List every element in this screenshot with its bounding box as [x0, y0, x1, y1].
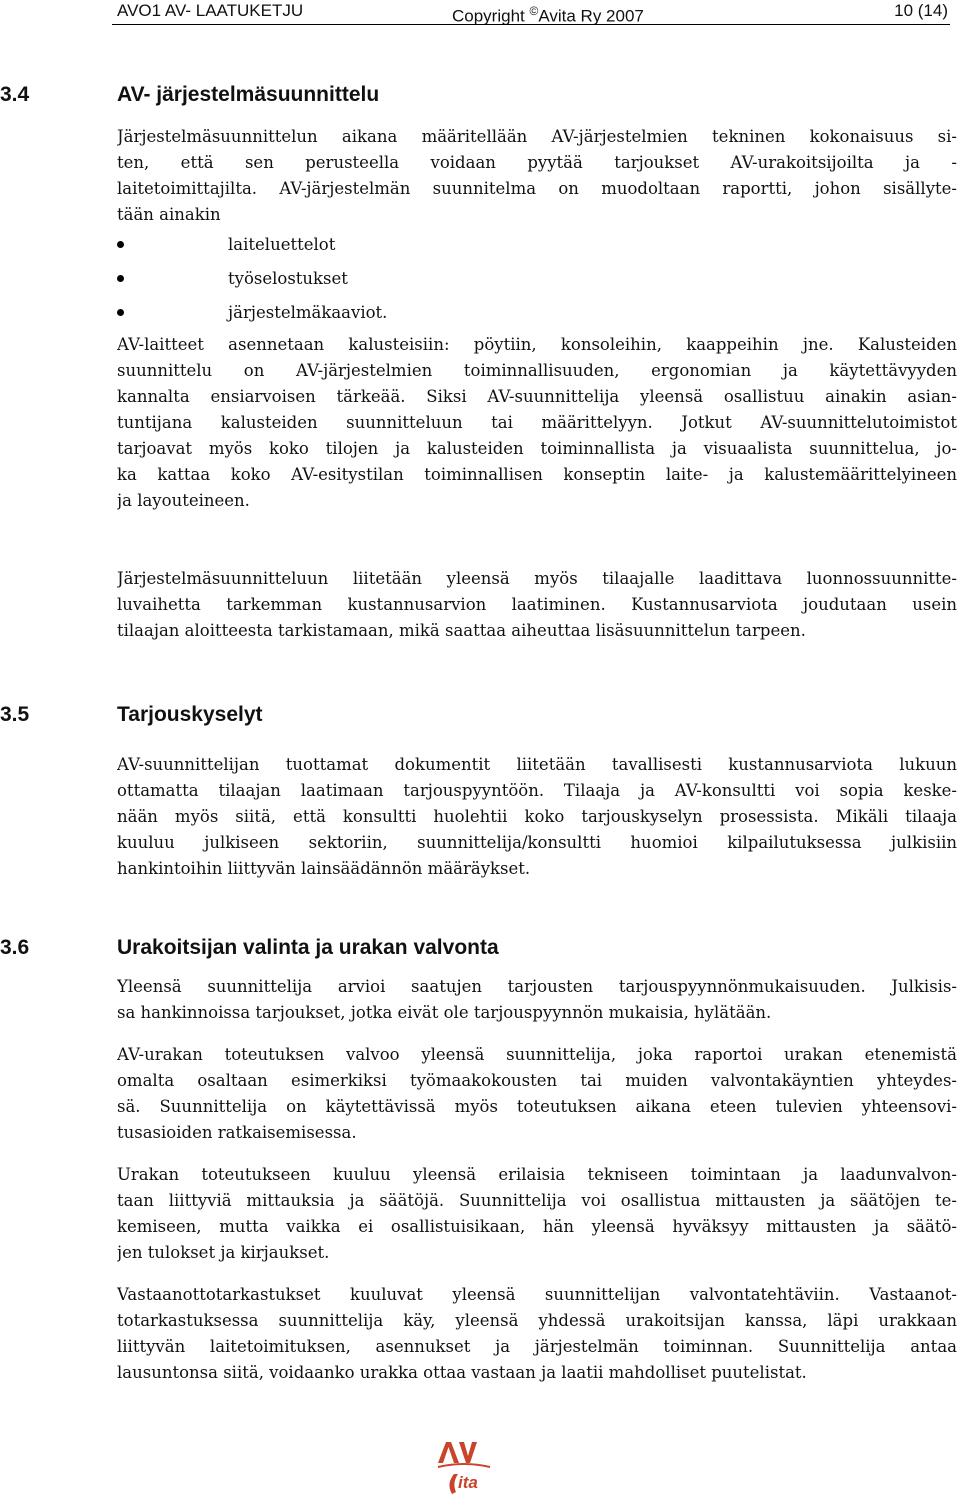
logo-letter-v: [459, 1442, 477, 1463]
list-item: [117, 232, 717, 266]
s34-paragraph-2: [117, 332, 957, 514]
text-line: kuuluu julkiseen sektoriin, suunnittelija/konsultti huomioi kilpailutuksessa julkisiin: [117, 833, 957, 852]
section-title: AV- järjestelmäsuunnittelu: [117, 83, 380, 106]
text-line: hankintoihin liittyvän lainsäädännön määräykset.: [117, 859, 531, 878]
list-item-label: laiteluettelot: [228, 235, 336, 254]
text-line: ottamatta tilaajan laatimaan tarjouspyyntöön. Tilaaja ja AV-konsultti voi sopia keske-: [117, 781, 957, 800]
text-line: kemiseen, mutta vaikka ei osallistuisikaan, hän yleensä hyväksyy mittausten ja säätö-: [117, 1217, 957, 1236]
page-header: [117, 0, 948, 26]
text-line: Yleensä suunnittelija arvioi saatujen tarjousten tarjouspyynnönmukaisuuden. Julkisis-: [117, 977, 957, 996]
text-line: omalta osaltaan esimerkiksi työmaakokousten tai muiden valvontakäyntien yhteydes-: [117, 1071, 957, 1090]
list-item-label: järjestelmäkaaviot.: [228, 303, 388, 322]
bullet-icon: [117, 275, 124, 282]
text-line: sa hankinnoissa tarjoukset, jotka eivät ole tarjouspyynnön mukaisia, hylätään.: [117, 1003, 772, 1022]
header-copyright-text: Avita Ry 2007: [538, 6, 644, 26]
text-line: lausuntonsa siitä, voidaanko urakka ottaa vastaan ja laatii mahdolliset puutelistat.: [117, 1363, 807, 1382]
text-line: luvaihetta tarkemman kustannusarvion laatiminen. Kustannusarviota joudutaan usein: [117, 595, 957, 614]
text-line: tilaajan aloitteesta tarkistamaan, mikä saattaa aiheuttaa lisäsuunnittelun tarpeen.: [117, 621, 806, 640]
text-line: ja layouteineen.: [117, 491, 250, 510]
text-line: tuntijana kalusteiden suunnitteluun tai määrittelyyn. Jotkut AV-suunnittelutoimistot: [117, 413, 957, 432]
text-line: AV-suunnittelijan tuottamat dokumentit liitetään tavallisesti kustannusarviota lukuun: [117, 755, 957, 774]
header-doc-id: AVO1 AV- LAATUKETJU: [117, 1, 304, 20]
text-line: Urakan toteutukseen kuuluu yleensä erilaisia tekniseen toimintaan ja laadunvalvon-: [117, 1165, 957, 1184]
section-number: 3.5: [0, 703, 30, 726]
logo-swoosh: [438, 1464, 490, 1467]
header-rule: [112, 24, 950, 25]
text-line: Järjestelmäsuunnittelun aikana määritellään AV-järjestelmien tekninen kokonaisuus si-: [117, 127, 957, 146]
copyright-symbol: ©: [529, 4, 539, 18]
section-number: 3.6: [0, 936, 30, 959]
text-line: sä. Suunnittelija on käytettävissä myös toteutuksen aikana eteen tulevien yhteensovi-: [117, 1097, 957, 1116]
text-line: tusasioiden ratkaisemisessa.: [117, 1123, 357, 1142]
text-line: Vastaanottotarkastukset kuuluvat yleensä suunnittelijan valvontatehtäviin. Vastaanot-: [117, 1285, 957, 1304]
text-line: AV-urakan toteutuksen valvoo yleensä suunnittelija, joka raportoi urakan etenemistä: [117, 1045, 957, 1064]
text-line: jen tulokset ja kirjaukset.: [117, 1243, 330, 1262]
section-title: Urakoitsijan valinta ja urakan valvonta: [117, 936, 499, 959]
list-item: [117, 300, 717, 334]
text-line: laitetoimittajilta. AV-järjestelmän suunnitelma on muodoltaan raportti, johon sisällyte-: [117, 179, 957, 198]
text-line: kannalta ensiarvoisen tärkeää. Siksi AV-suunnittelija yleensä osallistuu ainakin asian-: [117, 387, 957, 406]
list-item: [117, 266, 717, 300]
text-line: ka kattaa koko AV-esitystilan toiminnallisen konseptin laite- ja kalustemäärittelyineen: [117, 465, 957, 484]
s36-paragraph-1: [117, 974, 957, 1026]
avita-logo-icon: [432, 1436, 496, 1496]
section-title: Tarjouskyselyt: [117, 703, 263, 726]
s36-paragraph-4: [117, 1282, 957, 1386]
s34-paragraph-3: [117, 566, 957, 644]
header-page-number: 10 (14): [894, 1, 948, 20]
section-number: 3.4: [0, 83, 30, 106]
text-line: totarkastuksessa suunnittelija käy, yleensä yhdessä urakoitsijan kanssa, läpi urakkaan: [117, 1311, 957, 1330]
bullet-icon: [117, 241, 124, 248]
text-line: tään ainakin: [117, 205, 221, 224]
logo-letter-a: [438, 1442, 459, 1463]
text-line: AV-laitteet asennetaan kalusteisiin: pöytiin, konsoleihin, kaappeihin jne. Kalusteiden: [117, 335, 957, 354]
header-copyright-prefix: Copyright: [452, 6, 530, 26]
logo-swoosh-tail: [449, 1474, 458, 1494]
list-item-label: työselostukset: [228, 269, 348, 288]
bullet-list: [117, 232, 717, 334]
s36-paragraph-2: [117, 1042, 957, 1146]
s34-paragraph-1: [117, 124, 957, 228]
s35-paragraph-1: [117, 752, 957, 882]
text-line: liittyvän laitetoimituksen, asennukset ja järjestelmän toiminnan. Suunnittelija antaa: [117, 1337, 957, 1356]
text-line: tarjoavat myös koko tilojen ja kalusteiden toiminnallista ja visuaalista suunnittelua, jo-: [117, 439, 957, 458]
text-line: Järjestelmäsuunnitteluun liitetään yleensä myös tilaajalle laadittava luonnossuunnitte-: [117, 569, 957, 588]
text-line: taan liittyviä mittauksia ja säätöjä. Suunnittelija voi osallistua mittausten ja säätöjen te-: [117, 1191, 957, 1210]
text-line: nään myös siitä, että konsultti huolehtii koko tarjouskyselyn prosessista. Mikäli tilaaja: [117, 807, 957, 826]
logo-text-ita: ita: [458, 1473, 478, 1492]
text-line: ten, että sen perusteella voidaan pyytää tarjoukset AV-urakoitsijoilta ja -: [117, 153, 957, 172]
text-line: suunnittelu on AV-järjestelmien toiminnallisuuden, ergonomian ja käytettävyyden: [117, 361, 957, 380]
s36-paragraph-3: [117, 1162, 957, 1266]
bullet-icon: [117, 309, 124, 316]
